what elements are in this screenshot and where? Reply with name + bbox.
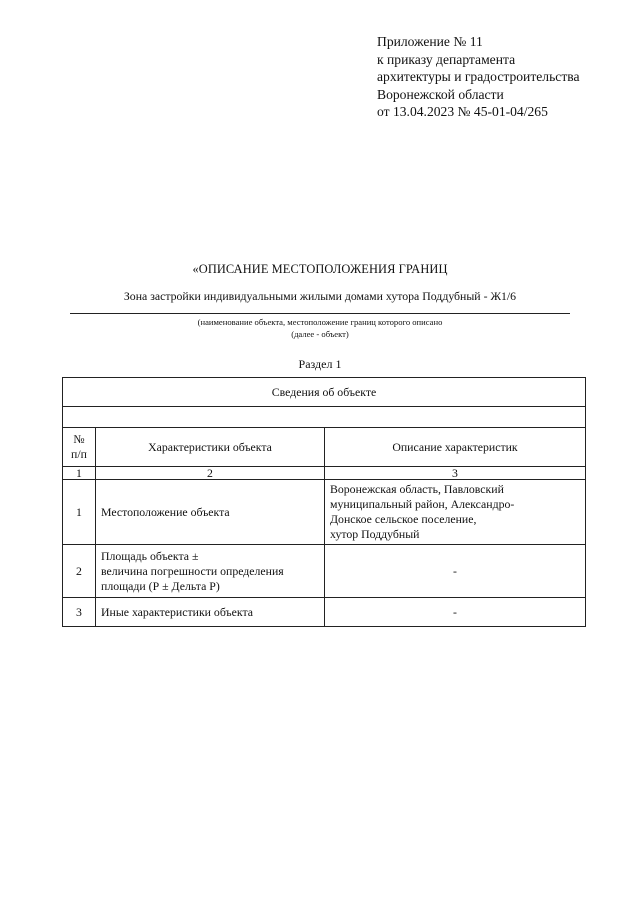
row-characteristic-line: площади (Р ± Дельта Р) — [101, 578, 220, 593]
underline-divider — [70, 313, 570, 314]
caption-line: (наименование объекта, местоположение границ которого описано — [197, 317, 443, 327]
appendix-line: архитектуры и градостроительства — [377, 69, 580, 84]
col-header-num — [63, 428, 96, 467]
column-numbers-row — [63, 467, 586, 480]
caption-line: (далее - объект) — [291, 328, 349, 339]
document-title: «ОПИСАНИЕ МЕСТОПОЛОЖЕНИЯ ГРАНИЦ — [192, 262, 448, 276]
row-characteristic — [96, 545, 325, 598]
section-title: Раздел 1 — [298, 357, 342, 371]
appendix-line: Воронежской области — [377, 86, 504, 102]
row-description-line: хутор Поддубный — [330, 527, 420, 541]
row-characteristic-line: Площадь объекта ± — [101, 548, 199, 563]
table-header: Сведения об объекте — [63, 378, 586, 407]
col-number: 2 — [96, 467, 325, 480]
table-header-row — [63, 378, 586, 407]
table-empty-row — [63, 407, 586, 428]
row-description-line: муниципальный район, Александро- — [330, 497, 515, 511]
row-characteristic: Местоположение объекта — [96, 480, 325, 545]
col-number: 3 — [325, 467, 586, 480]
column-headers-row — [63, 428, 586, 467]
object-info-table — [62, 377, 586, 627]
col-header-description: Описание характеристик — [325, 428, 586, 467]
table-row — [63, 545, 586, 598]
row-description — [325, 480, 586, 545]
row-description-line: Воронежская область, Павловский — [330, 482, 504, 496]
col-header-num-line: п/п — [71, 447, 87, 461]
object-name-caption — [70, 317, 570, 340]
row-num: 2 — [63, 545, 96, 598]
col-number: 1 — [63, 467, 96, 480]
row-characteristic: Иные характеристики объекта — [96, 598, 325, 627]
col-header-num-line: № — [73, 432, 85, 446]
row-characteristic-line: величина погрешности определения — [101, 563, 284, 578]
row-num: 3 — [63, 598, 96, 627]
appendix-line: от 13.04.2023 № 45-01-04/265 — [377, 104, 548, 119]
table-row — [63, 598, 586, 627]
empty-cell — [63, 407, 586, 428]
row-description-line: Донское сельское поселение, — [330, 512, 477, 526]
row-description: - — [325, 598, 586, 627]
appendix-line: к приказу департамента — [377, 51, 516, 67]
object-name: Зона застройки индивидуальными жилыми домами хутора Поддубный - Ж1/6 — [123, 289, 517, 303]
appendix-line: Приложение № 11 — [377, 34, 483, 49]
col-header-characteristics: Характеристики объекта — [96, 428, 325, 467]
row-num: 1 — [63, 480, 96, 545]
row-description: - — [325, 545, 586, 598]
table-row — [63, 480, 586, 545]
appendix-header — [377, 33, 580, 121]
